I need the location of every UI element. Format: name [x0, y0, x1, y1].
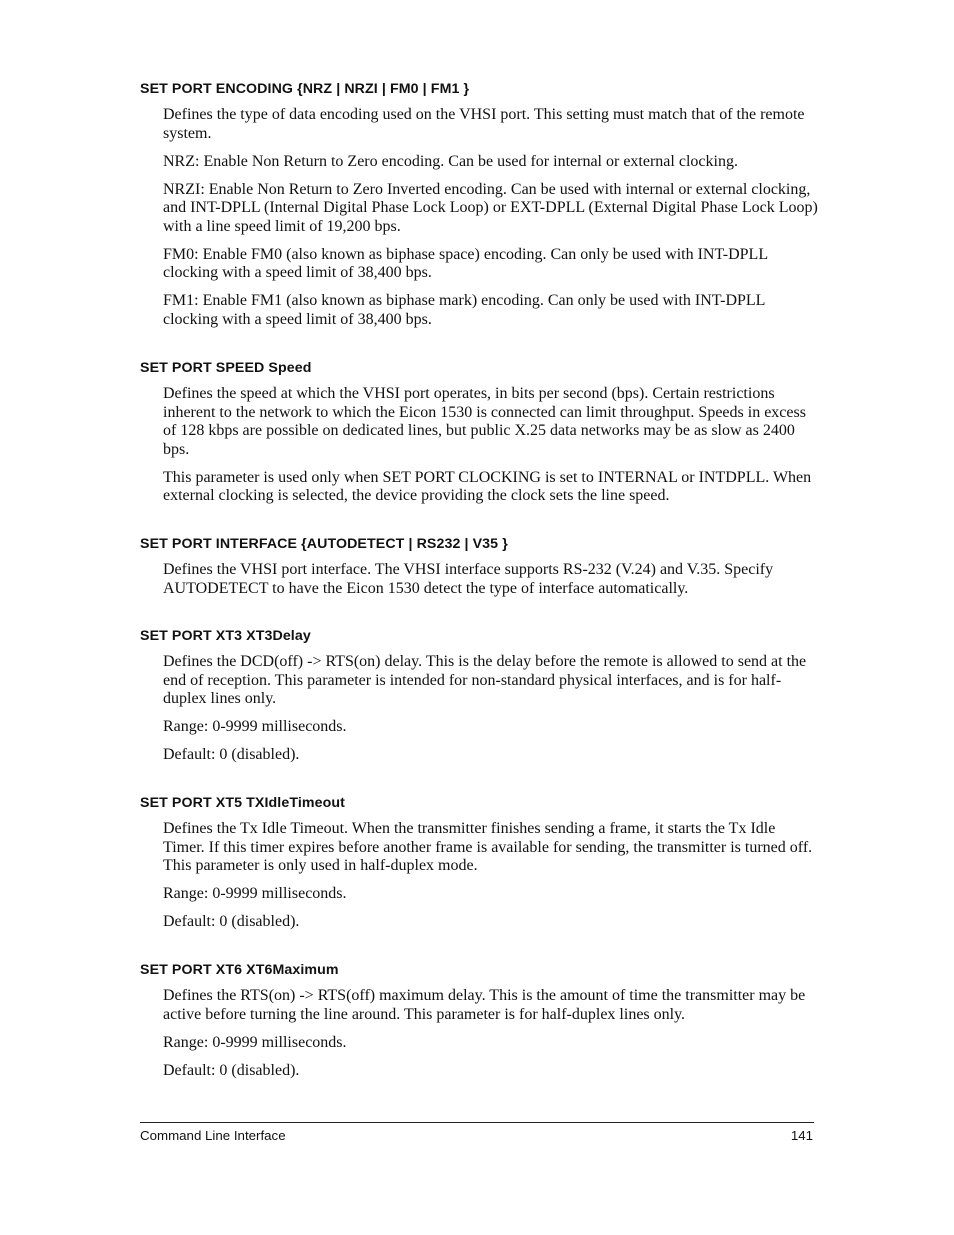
- section-heading: SET PORT XT3 XT3Delay: [140, 628, 311, 644]
- paragraph: Range: 0-9999 milliseconds.: [163, 885, 347, 903]
- paragraph: Default: 0 (disabled).: [163, 1061, 300, 1079]
- section-heading: SET PORT XT5 TXIdleTimeout: [140, 795, 345, 811]
- page-number: 141: [790, 1128, 813, 1143]
- paragraph: Range: 0-9999 milliseconds.: [163, 1033, 347, 1051]
- section-port-xt6: [140, 961, 820, 1090]
- section-heading: SET PORT XT6 XT6Maximum: [140, 962, 339, 978]
- paragraph: FM1: Enable FM1 (also known as biphase mark) encoding. Can only be used with INT-DPLL clocking with a speed limit of 38,400 bps.: [163, 292, 765, 328]
- footer-divider: [140, 1122, 814, 1123]
- paragraph: Default: 0 (disabled).: [163, 913, 300, 931]
- paragraph: Default: 0 (disabled).: [163, 746, 300, 764]
- paragraph: Defines the VHSI port interface. The VHSI interface supports RS-232 (V.24) and V.35. Specify AUTODETECT to have the Eicon 1530 detect the type of interface automatically.: [163, 561, 774, 597]
- paragraph: This parameter is used only when SET PORT CLOCKING is set to INTERNAL or INTDPLL. When external clocking is selected, the device providing the clock sets the line speed.: [163, 468, 812, 505]
- section-heading: SET PORT INTERFACE {AUTODETECT | RS232 | V35 }: [140, 536, 508, 552]
- section-port-xt3: [140, 627, 820, 774]
- paragraph: Defines the speed at which the VHSI port operates, in bits per second (bps). Certain restrictions inherent to the network to which the Eicon 1530 is connected can limit throughput. Speeds in excess of 128 kbps are possible on dedicated lines, but public X.25 data networks may be as slow as 2400 bps.: [163, 385, 806, 458]
- section-heading: SET PORT ENCODING {NRZ | NRZI | FM0 | FM1 }: [140, 81, 470, 97]
- section-port-encoding: [140, 80, 820, 339]
- paragraph: NRZI: Enable Non Return to Zero Inverted encoding. Can be used with internal or external clocking, and INT-DPLL (Internal Digital Phase Lock Loop) or EXT-DPLL (External Digital Phase Lock Loop) with a line speed limit of 19,200 bps.: [163, 180, 818, 235]
- footer-title: Command Line Interface: [140, 1128, 286, 1143]
- section-port-interface: [140, 535, 820, 608]
- paragraph: FM0: Enable FM0 (also known as biphase space) encoding. Can only be used with INT-DPLL clocking with a speed limit of 38,400 bps.: [163, 245, 768, 282]
- paragraph: Defines the type of data encoding used on the VHSI port. This setting must match that of the remote system.: [163, 106, 805, 142]
- paragraph: Range: 0-9999 milliseconds.: [163, 718, 347, 736]
- paragraph: Defines the Tx Idle Timeout. When the transmitter finishes sending a frame, it starts the Tx Idle Timer. If this timer expires before another frame is available for sending, the transmitter is turned off. This parameter is only used in half-duplex mode.: [163, 820, 813, 875]
- paragraph: Defines the DCD(off) -> RTS(on) delay. This is the delay before the remote is allowed to send at the end of reception. This parameter is intended for non-standard physical interfaces, and is for half-duplex lines only.: [163, 653, 807, 708]
- section-port-xt5: [140, 794, 820, 941]
- section-port-speed: [140, 359, 820, 515]
- section-heading: SET PORT SPEED Speed: [140, 360, 312, 376]
- paragraph: NRZ: Enable Non Return to Zero encoding. Can be used for internal or external clocking.: [163, 152, 738, 170]
- paragraph: Defines the RTS(on) -> RTS(off) maximum delay. This is the amount of time the transmitter may be active before turning the line around. This parameter is for half-duplex lines only.: [163, 987, 806, 1023]
